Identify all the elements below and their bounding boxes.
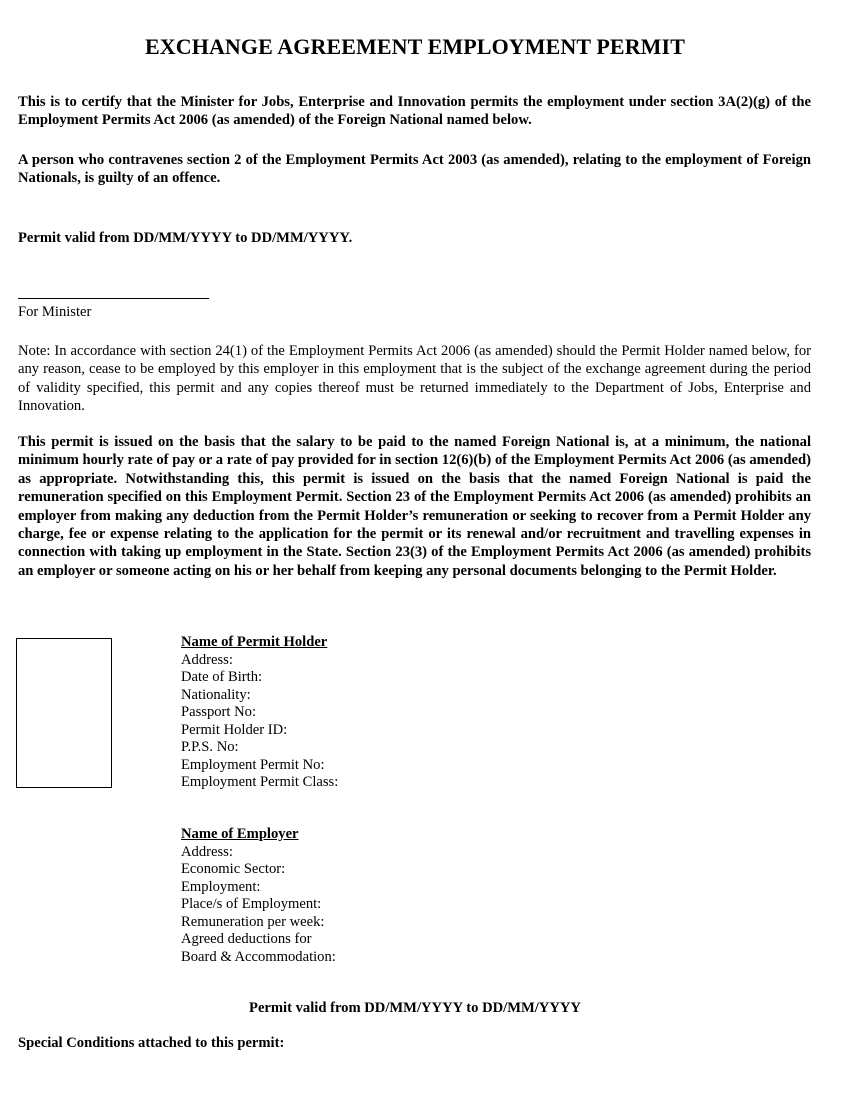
photo-placeholder (16, 638, 112, 788)
document-title: EXCHANGE AGREEMENT EMPLOYMENT PERMIT (144, 34, 685, 59)
permit-holder-field-permit-class: Employment Permit Class: (181, 774, 339, 790)
employer-field-economic-sector: Economic Sector: (181, 861, 286, 877)
employer-field-remuneration: Remuneration per week: (181, 913, 325, 930)
signature-line (18, 298, 209, 299)
employer-field-place: Place/s of Employment: (181, 896, 322, 912)
employer-field-board: Board & Accommodation: (181, 948, 336, 965)
permit-holder-field-permit-no: Employment Permit No: (181, 756, 325, 773)
permit-holder-field-nationality: Nationality: (181, 686, 251, 703)
note-paragraph: Note: In accordance with section 24(1) of the Employment Permits Act 2006 (as amended) should the Permit Holder named below, for any reason, cease to be employed by this employer in this employment that is the subject of the exchange agreement during the period of validity specified, this permit and any copies thereof must be returned immediately to the Department of Jobs, Enterprise and Innovation. (18, 343, 811, 415)
permit-holder-field-pps: P.P.S. No: (181, 739, 239, 755)
employer-field-deductions: Agreed deductions for (181, 931, 312, 947)
certification-paragraph: This is to certify that the Minister for Jobs, Enterprise and Innovation permits the employment under section 3A(2)(g) of the Employment Permits Act 2006 (as amended) of the Foreign National named below. (18, 94, 811, 129)
permit-holder-field-dob: Date of Birth: (181, 669, 263, 685)
special-conditions-label: Special Conditions attached to this permit: (18, 1035, 285, 1051)
employer-heading: Name of Employer (181, 826, 299, 842)
employer-field-address: Address: (181, 843, 233, 860)
validity-statement: Permit valid from DD/MM/YYYY to DD/MM/YYYY. (18, 230, 353, 246)
employer-section (181, 826, 336, 966)
permit-holder-field-id: Permit Holder ID: (181, 721, 288, 738)
permit-holder-field-passport: Passport No: (181, 704, 256, 720)
permit-holder-field-address: Address: (181, 651, 233, 668)
signature-label: For Minister (18, 304, 92, 320)
employer-field-employment: Employment: (181, 878, 261, 895)
salary-paragraph: This permit is issued on the basis that the salary to be paid to the named Foreign National is, at a minimum, the national minimum hourly rate of pay or a rate of pay provided for in section 12(6)(b) of the Employment Permits Act 2006 (as amended) as appropriate. Notwithstanding this, this permit is issued on the basis that the named Foreign National is paid the remuneration specified on this Employment Permit. Section 23 of the Employment Permits Act 2006 (as amended) prohibits an employer from making any deduction from the Permit Holder’s remuneration or seeking to recover from a Permit Holder any charge, fee or expense relating to the application for the permit or its renewal and/or recruitment and travelling expenses in connection with taking up employment in the State. Section 23(3) of the Employment Permits Act 2006 (as amended) prohibits an employer or someone acting on his or her behalf from keeping any personal documents belonging to the Permit Holder. (18, 434, 811, 579)
offence-paragraph: A person who contravenes section 2 of the Employment Permits Act 2003 (as amended), relating to the employment of Foreign Nationals, is guilty of an offence. (18, 152, 811, 187)
validity-footer: Permit valid from DD/MM/YYYY to DD/MM/YYYY (249, 1000, 581, 1016)
permit-holder-section (181, 634, 338, 792)
permit-holder-heading: Name of Permit Holder (181, 634, 328, 650)
